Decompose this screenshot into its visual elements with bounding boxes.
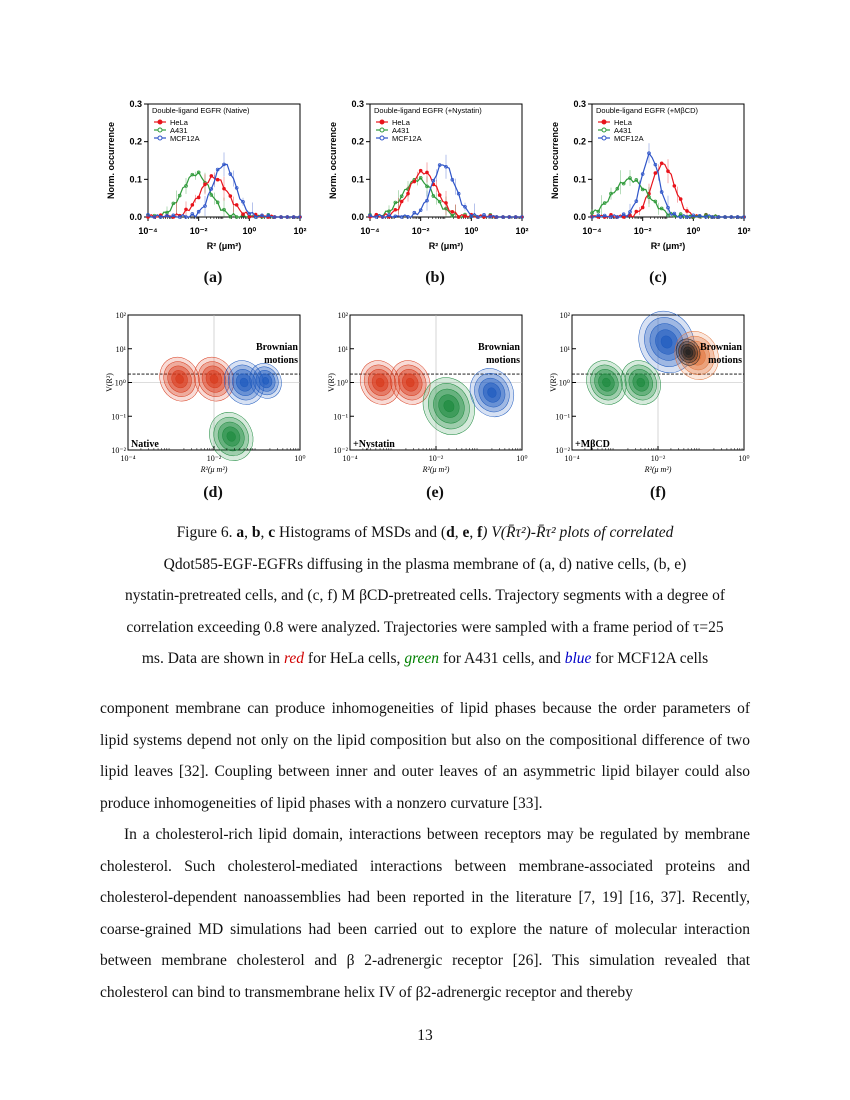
caption-sep: , xyxy=(260,524,269,541)
caption-sep: , xyxy=(454,524,463,541)
x-tick-label: 10⁻² xyxy=(633,226,652,236)
legend-label: A431 xyxy=(614,126,632,135)
condition-label: +MβCD xyxy=(575,439,610,450)
x-tick-label: 10⁻⁴ xyxy=(360,226,380,236)
contour-panel-f xyxy=(544,305,759,475)
caption-color-red: red xyxy=(283,650,305,667)
caption-ref: c xyxy=(268,524,276,541)
panel-label-e: (e) xyxy=(426,484,444,501)
panel-label-b: (b) xyxy=(425,269,445,286)
histogram-marker xyxy=(400,200,403,203)
contour-d-svg xyxy=(100,305,315,475)
histogram-marker xyxy=(438,194,441,197)
annotation-brownian: Brownian xyxy=(477,342,520,353)
caption-color-blue: blue xyxy=(564,650,592,667)
x-tick-label: 10² xyxy=(515,226,529,236)
y-axis-label: Norm. occurrence xyxy=(550,121,560,200)
histogram-panel-a xyxy=(100,92,315,267)
caption-fig-label: Figure 6. xyxy=(176,524,237,541)
legend-title: Double-ligand EGFR (+Nystatin) xyxy=(374,106,482,115)
x-tick-label: 10⁰ xyxy=(738,454,750,463)
histogram-marker xyxy=(641,206,644,209)
x-tick-label: 10⁻² xyxy=(206,454,222,463)
caption-line-5 xyxy=(100,643,750,675)
annotation-brownian: Brownian xyxy=(255,342,298,353)
histogram-marker xyxy=(464,215,467,218)
legend-label: HeLa xyxy=(392,118,410,127)
x-tick-label: 10⁰ xyxy=(516,454,528,463)
legend-label: HeLa xyxy=(170,118,188,127)
histogram-marker xyxy=(654,172,657,175)
histogram-marker xyxy=(419,169,422,172)
caption-line-1 xyxy=(100,517,750,549)
y-tick-label: 0.3 xyxy=(573,99,586,109)
legend-marker xyxy=(380,136,384,140)
annotation-motions: motions xyxy=(264,355,298,366)
y-tick-label: 0.1 xyxy=(351,174,364,185)
y-tick-label: 0.0 xyxy=(129,212,142,222)
caption-sep: , xyxy=(469,524,478,541)
condition-label: +Nystatin xyxy=(353,439,395,450)
legend-title: Double-ligand EGFR (+MβCD) xyxy=(596,106,699,115)
histogram-b-svg xyxy=(322,92,537,267)
histogram-marker xyxy=(457,216,460,219)
paragraph: component membrane can produce inhomogeneities of lipid phases because the order parameters of lipid systems depend not only on the lipid composition but also on the compositional difference of two lipid leaves [32]. Coupling between inner and outer leaves of an asymmetric lipid bilayer could also produce inhomogeneities of lipid phases with a nonzero curvature [33]. xyxy=(100,700,750,812)
y-axis-label: V(R²) xyxy=(327,373,336,392)
panel-label-d: (d) xyxy=(203,484,223,501)
y-tick-label: 10⁻² xyxy=(111,446,126,455)
x-tick-label: 10⁰ xyxy=(686,226,701,236)
legend-marker xyxy=(158,136,162,140)
x-tick-label: 10⁻⁴ xyxy=(582,226,602,236)
y-tick-label: 0.2 xyxy=(573,136,586,147)
legend-label: A431 xyxy=(170,126,188,135)
histogram-panel-b xyxy=(322,92,537,267)
caption-color-green: green xyxy=(404,650,440,667)
y-tick-label: 10⁻² xyxy=(333,446,348,455)
y-axis-label: Norm. occurrence xyxy=(328,121,338,200)
y-tick-label: 0.2 xyxy=(351,136,364,147)
y-tick-label: 10⁻¹ xyxy=(555,412,570,422)
histogram-a-svg xyxy=(100,92,315,267)
y-tick-label: 10² xyxy=(115,311,126,320)
legend-title: Double-ligand EGFR (Native) xyxy=(152,106,250,115)
x-tick-label: 10⁻⁴ xyxy=(342,454,358,463)
legend-label: HeLa xyxy=(614,118,632,127)
x-axis-label: R² (μm²) xyxy=(428,241,464,251)
caption-line-2: Qdot585-EGF-EGFRs diffusing in the plasma membrane of (a, d) native cells, (b, e) xyxy=(163,555,687,573)
y-tick-label: 10⁰ xyxy=(336,378,348,388)
y-tick-label: 10² xyxy=(559,311,570,320)
legend-label: MCF12A xyxy=(614,134,644,143)
y-tick-label: 10⁰ xyxy=(558,378,570,388)
histogram-marker xyxy=(660,162,663,165)
legend-marker xyxy=(602,120,606,124)
x-tick-label: 10⁻⁴ xyxy=(564,454,580,463)
caption-formula: ) V(R̄τ²)-R̄τ² plots of correlated xyxy=(482,524,674,541)
y-tick-label: 10² xyxy=(337,311,348,320)
y-tick-label: 0.3 xyxy=(129,99,142,109)
x-tick-label: 10⁻² xyxy=(189,226,208,236)
caption-line-4: correlation exceeding 0.8 were analyzed. Trajectories were sampled with a frame period of τ=25 xyxy=(126,618,724,636)
annotation-motions: motions xyxy=(486,355,520,366)
caption-ref: a xyxy=(236,524,245,541)
x-axis-label: R²(μ m²) xyxy=(422,465,450,474)
y-tick-label: 10¹ xyxy=(115,344,126,354)
legend-label: A431 xyxy=(392,126,410,135)
x-axis-label: R² (μm²) xyxy=(650,241,686,251)
panel-label-a: (a) xyxy=(203,269,223,286)
body-text xyxy=(100,693,750,1008)
x-tick-label: 10⁻² xyxy=(650,454,666,463)
legend-marker xyxy=(380,120,384,124)
y-tick-label: 0.0 xyxy=(351,212,364,222)
x-tick-label: 10⁻⁴ xyxy=(138,226,158,236)
caption-text: ms. Data are shown in xyxy=(141,650,284,667)
histogram-marker xyxy=(235,204,238,207)
histogram-marker xyxy=(216,178,219,181)
histogram-marker xyxy=(394,208,397,211)
x-tick-label: 10² xyxy=(293,226,307,236)
y-tick-label: 10¹ xyxy=(337,344,348,354)
x-tick-label: 10⁻⁴ xyxy=(120,454,136,463)
panel-label-f: (f) xyxy=(650,484,666,501)
histogram-marker xyxy=(191,203,194,206)
caption-text: Histograms of MSDs and ( xyxy=(275,524,447,541)
caption-ref: e xyxy=(462,524,470,541)
histogram-marker xyxy=(413,180,416,183)
y-tick-label: 10¹ xyxy=(559,344,570,354)
histogram-marker xyxy=(635,210,638,213)
x-tick-label: 10⁰ xyxy=(242,226,257,236)
histogram-marker xyxy=(197,196,200,199)
legend-marker xyxy=(602,128,606,132)
y-axis-label: Norm. occurrence xyxy=(106,121,116,200)
x-axis-label: R²(μ m²) xyxy=(644,465,672,474)
page-number: 13 xyxy=(417,1027,433,1044)
histogram-marker xyxy=(679,198,682,201)
caption-sep: , xyxy=(244,524,252,541)
contour-f-svg xyxy=(544,305,759,475)
y-axis-label: V(R²) xyxy=(549,373,558,392)
caption-line-3: nystatin-pretreated cells, and (c, f) M βCD-pretreated cells. Trajectory segments with a degree of xyxy=(124,587,726,604)
caption-text: for MCF12A cells xyxy=(591,650,709,667)
panel-label-c: (c) xyxy=(649,269,667,286)
histogram-marker xyxy=(210,175,213,178)
histogram-marker xyxy=(451,210,454,213)
x-axis-label: R²(μ m²) xyxy=(200,465,228,474)
histogram-marker xyxy=(229,195,232,198)
histogram-marker xyxy=(242,213,245,216)
histogram-marker xyxy=(248,215,251,218)
histogram-marker xyxy=(673,184,676,187)
y-tick-label: 10⁻¹ xyxy=(333,412,348,422)
histogram-c-svg xyxy=(544,92,759,267)
y-tick-label: 10⁰ xyxy=(114,378,126,388)
legend-label: MCF12A xyxy=(170,134,200,143)
contour-e-svg xyxy=(322,305,537,475)
x-tick-label: 10⁰ xyxy=(464,226,479,236)
caption-ref: d xyxy=(446,524,455,541)
x-tick-label: 10⁰ xyxy=(294,454,306,463)
y-tick-label: 10⁻² xyxy=(555,446,570,455)
legend-marker xyxy=(380,128,384,132)
caption-text: for HeLa cells, xyxy=(304,650,405,667)
caption-text: for A431 cells, and xyxy=(439,650,565,667)
condition-label: Native xyxy=(131,439,159,450)
y-tick-label: 0.3 xyxy=(351,99,364,109)
histogram-panel-c xyxy=(544,92,759,267)
legend-marker xyxy=(158,128,162,132)
x-tick-label: 10² xyxy=(737,226,751,236)
legend-label: MCF12A xyxy=(392,134,422,143)
y-tick-label: 0.1 xyxy=(129,174,142,185)
histogram-marker xyxy=(622,216,625,219)
contour-panel-d xyxy=(100,305,315,475)
y-tick-label: 0.2 xyxy=(129,136,142,147)
contour-panel-e xyxy=(322,305,537,475)
annotation-brownian: Brownian xyxy=(699,342,742,353)
x-axis-label: R² (μm²) xyxy=(206,241,242,251)
x-tick-label: 10⁻² xyxy=(411,226,430,236)
x-tick-label: 10⁻² xyxy=(428,454,444,463)
figure-caption xyxy=(100,517,750,675)
annotation-motions: motions xyxy=(708,355,742,366)
caption-ref: b xyxy=(251,524,261,541)
caption-ref: f xyxy=(477,524,483,541)
legend-marker xyxy=(602,136,606,140)
y-tick-label: 0.1 xyxy=(573,174,586,185)
y-tick-label: 10⁻¹ xyxy=(111,412,126,422)
paragraph: In a cholesterol-rich lipid domain, interactions between receptors may be regulated by membrane cholesterol. Such cholesterol-mediated interactions between membrane-associated proteins and cholesterol-dependent nanoassemblies had been reported in the literature [7, 19] [16, 37]. Recently, coarse-grained MD simulations had been carried out to explore the nature of molecular interaction between membrane cholesterol and β 2-adrenergic receptor [26]. This simulation revealed that cholesterol can bind to transmembrane helix IV of β2-adrenergic receptor and thereby xyxy=(100,826,750,1001)
legend-marker xyxy=(158,120,162,124)
y-axis-label: V(R²) xyxy=(105,373,114,392)
y-tick-label: 0.0 xyxy=(573,212,586,222)
